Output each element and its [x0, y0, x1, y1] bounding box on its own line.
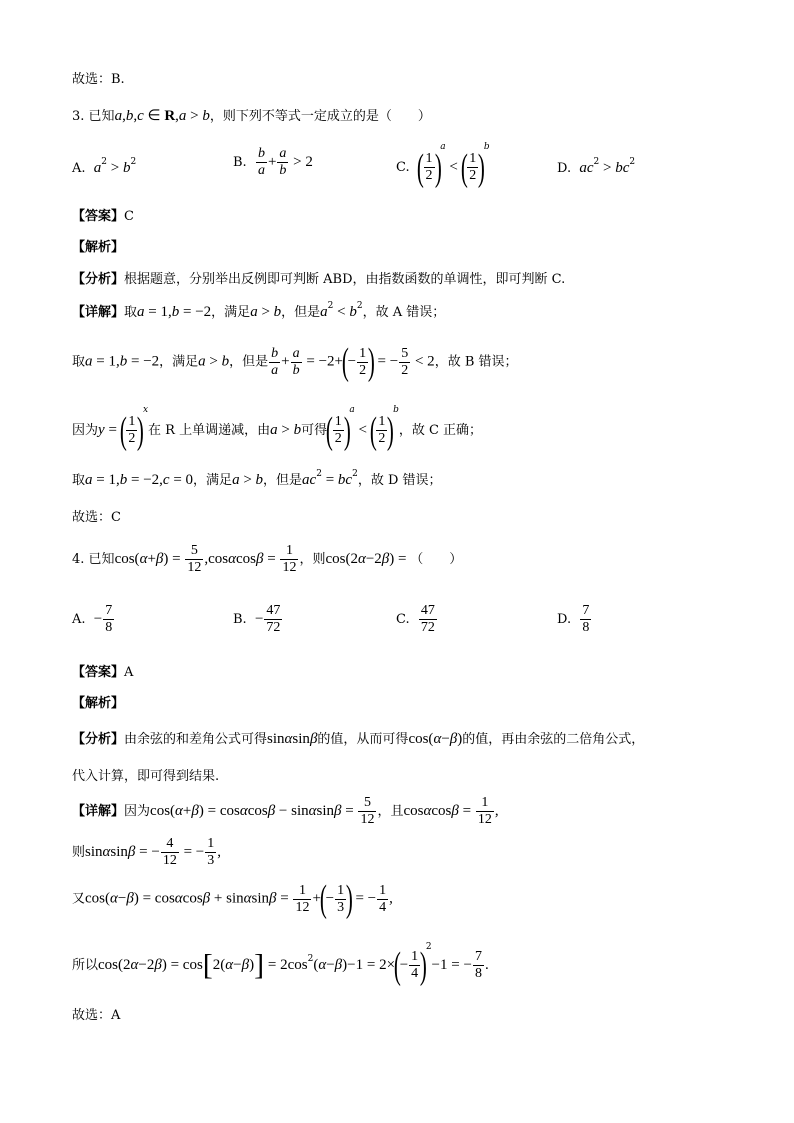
q4-choose: 故选：A — [72, 1008, 121, 1023]
q4-analysis-line-1: 【分析】由余弦的和差角公式可得sinαsinβ的值，从而可得cos(α−β)的值，再由余弦的二倍角公式， — [72, 731, 645, 747]
q4-analysis-line-2: 代入计算，即可得到结果. — [72, 769, 220, 784]
q3-option-c: C. ( $\frac{1}{2}$ )$^a$ < ( $\frac{1}{2}$ )$^b$ — [396, 142, 490, 189]
q4-option-a: A. − $\frac{7}{8}$ — [72, 603, 113, 635]
previous-answer-line: 故选：B. — [72, 72, 125, 87]
q3-detail-line-3: 因为y = ( $\frac{1}{2}$ )$^x$在 R 上单调递减，由a > b可得( $\frac{1}{2}$ )$^a$ < ( $\frac{1}{2}$ )$^b$，故 C 正确； — [72, 405, 483, 452]
q4-detail-line-2: 则sinαsinβ = − $\frac{4}{12}$ = − $\frac{1}{3}$ , — [72, 836, 221, 868]
q3-jiexi-heading: 【解析】 — [72, 240, 125, 255]
question-4-stem: 4. 已知cos(α+β) = $\frac{5}{12}$ ,cosαcosβ = $\frac{1}{12}$ ，则cos(2α−2β) = （ ） — [72, 543, 463, 575]
q4-detail-line-4: 所以$\cos(2\alpha-2\beta) = \cos[2(\alpha-\beta)] = 2\cos^2(\alpha-\beta)-1 = 2\times(-$ $\frac{1}{4}$ )$^2$−1 = − $\frac{7}{8}$ . — [72, 942, 489, 987]
q3-option-a: A. $a^2 > b^2$ — [72, 157, 137, 176]
question-3-stem: 3. 已知a,b,c ∈ R,a > b，则下列不等式一定成立的是（ ） — [72, 108, 431, 124]
q4-option-b: B. − $\frac{47}{72}$ — [233, 603, 281, 635]
q3-option-b: B. $\frac{b}{a}$ + $\frac{a}{b}$ > 2 — [233, 146, 313, 178]
q3-option-d: D. $ac^2 > bc^2$ — [557, 157, 636, 176]
q4-jiexi-heading: 【解析】 — [72, 696, 125, 711]
q3-choose: 故选：C — [72, 510, 121, 525]
q3-detail-line-4: 取a = 1,b = −2,c = 0，满足a > b，但是$ac^2 = bc^2$，故 D 错误； — [72, 469, 442, 488]
q3-answer: 【答案】C — [72, 209, 134, 224]
q3-analysis: 【分析】根据题意，分别举出反例即可判断 ABD，由指数函数的单调性，即可判断 C. — [72, 272, 566, 287]
q4-detail-line-1: 【详解】因为cos(α+β) = cosαcosβ − sinαsinβ = $\frac{5}{12}$ ，且cosαcosβ = $\frac{1}{12}$ , — [72, 795, 499, 827]
q3-detail-line-1: 【详解】取a = 1,b = −2，满足a > b，但是$a^2 < b^2$，故 A 错误； — [72, 301, 446, 320]
q4-option-c: C. $\frac{47}{72}$ — [396, 603, 435, 635]
q4-answer: 【答案】A — [72, 665, 134, 680]
q3-detail-line-2: 取a = 1,b = −2，满足a > b，但是 $\frac{b}{a}$ + $\frac{a}{b}$ = −2+(− $\frac{1}{2}$ ) = − $\frac{5}{2}$ < 2，故 B 错误； — [72, 341, 518, 383]
q4-option-d: D. $\frac{7}{8}$ — [557, 603, 590, 635]
q4-detail-line-3: 又cos(α−β) = cosαcosβ + sinαsinβ = $\frac{1}{12}$ +(− $\frac{1}{3}$ ) = − $\frac{1}{4}$ , — [72, 878, 393, 920]
